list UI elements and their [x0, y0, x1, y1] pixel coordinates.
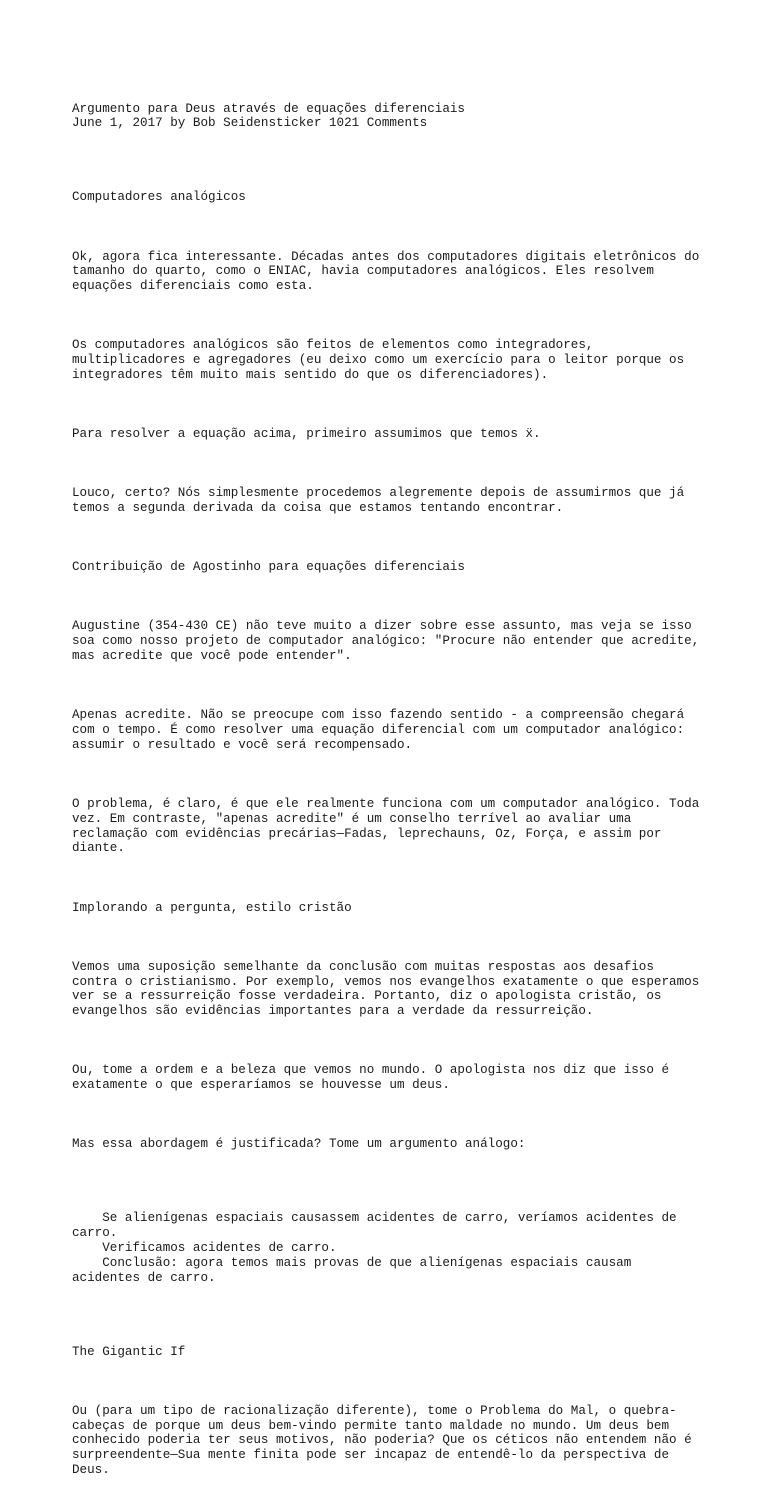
argument-premise-1: Se alienígenas espaciais causassem acidentes de carro, veríamos acidentes de carro. — [72, 1211, 685, 1241]
paragraph: Ok, agora fica interessante. Décadas antes dos computadores digitais eletrônicos do tamanho do quarto, como o ENIAC, havia computadores analógicos. Eles resolvem equações diferenciais como esta. — [72, 249, 707, 294]
document-page — [72, 72, 707, 1507]
paragraph: Louco, certo? Nós simplesmente procedemos alegremente depois de assumirmos que já temos a segunda derivada da coisa que estamos tentando encontrar. — [72, 486, 692, 516]
paragraph: Vemos uma suposição semelhante da conclusão com muitas respostas aos desafios contra o cristianismo. Por exemplo, vemos nos evangelhos exatamente o que esperamos ver se a ressurreição fosse verdadeira. Portanto, diz o apologista cristão, os evangelhos são evidências importantes para a verdade da ressurreição. — [72, 959, 707, 1019]
section-heading: Implorando a pergunta, estilo cristão — [72, 900, 352, 915]
paragraph: O problema, é claro, é que ele realmente funciona com um computador analógico. Toda vez. Em contraste, "apenas acredite" é um conselho terrível ao avaliar uma reclamação com evidências precárias—Fadas, leprechauns, Oz, Força, e assim por diante. — [72, 797, 707, 856]
paragraph: Para resolver a equação acima, primeiro assumimos que temos ẍ. — [72, 427, 541, 442]
article-header — [72, 102, 704, 132]
paragraph: Ou (para um tipo de racionalização diferente), tome o Problema do Mal, o quebra-cabeças de porque um deus bem-vindo permite tanto maldade no mundo. Um deus bem conhecido poderia ter seus motivos, não poderia? Que os céticos não entendem não é surpreendente—Sua mente finita pode ser incapaz de entendê-lo da perspectiva de Deus. — [72, 1403, 700, 1477]
paragraph: Os computadores analógicos são feitos de elementos como integradores, multiplicadores e agregadores (eu deixo como um exercício para o leitor porque os integradores têm muito mais sentido do que os diferenciadores). — [72, 338, 692, 382]
paragraph: Augustine (354-430 CE) não teve muito a dizer sobre esse assunto, mas veja se isso soa como nosso projeto de computador analógico: "Procure não entender que acredite, mas acredite que você pode entender". — [72, 619, 707, 664]
paragraph: Ou, tome a ordem e a beleza que vemos no mundo. O apologista nos diz que isso é exatamente o que esperaríamos se houvesse um deus. — [72, 1063, 677, 1093]
section-heading: Contribuição de Agostinho para equações diferenciais — [72, 560, 465, 575]
article-byline: June 1, 2017 by Bob Seidensticker 1021 Comments — [72, 116, 428, 131]
paragraph: Apenas acredite. Não se preocupe com isso fazendo sentido - a compreensão chegará com o tempo. É como resolver uma equação diferencial com um computador analógico: assumir o resultado e você será recompensado. — [72, 708, 692, 752]
section-heading: The Gigantic If — [72, 1344, 186, 1359]
paragraph: Mas essa abordagem é justificada? Tome um argumento análogo: — [72, 1137, 526, 1152]
argument-conclusion: Conclusão: agora temos mais provas de que alienígenas espaciais causam acidentes de carro. — [72, 1255, 639, 1285]
argument-block — [72, 1211, 704, 1285]
argument-premise-2: Verificamos acidentes de carro. — [102, 1240, 337, 1255]
article-title: Argumento para Deus através de equações diferenciais — [72, 101, 465, 116]
section-heading: Computadores analógicos — [72, 190, 246, 205]
